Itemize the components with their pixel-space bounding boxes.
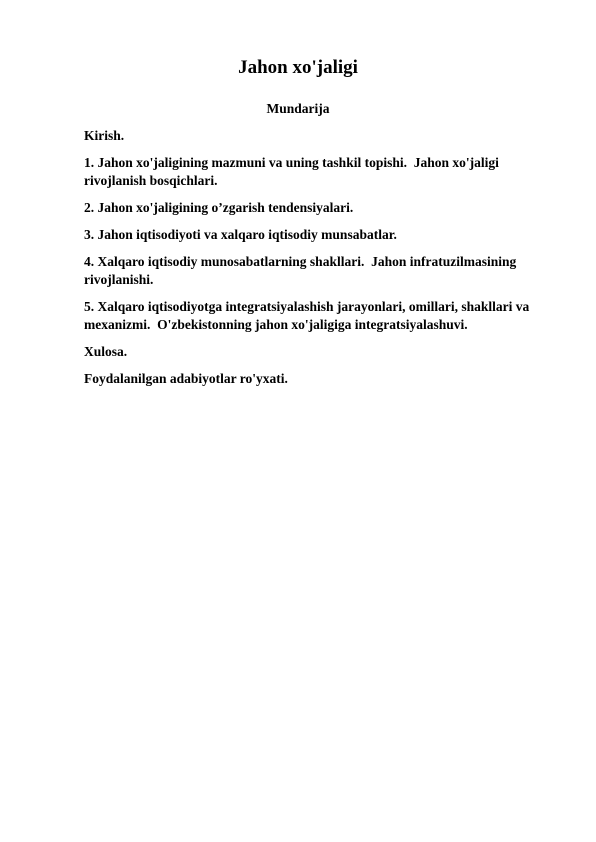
toc-item-3: 3. Jahon iqtisodiyoti va xalqaro iqtisodiy munsabatlar.	[84, 227, 397, 242]
toc-item-2: 2. Jahon xo'jaligining o’zgarish tendensiyalari.	[84, 200, 354, 215]
toc-item-conclusion: Xulosa.	[84, 344, 128, 359]
toc-item-references: Foydalanilgan adabiyotlar ro'yxati.	[84, 371, 288, 386]
toc-item-4: 4. Xalqaro iqtisodiy munosabatlarning shakllari. Jahon infratuzilmasining rivojlanishi.	[84, 254, 520, 287]
toc-item-1: 1. Jahon xo'jaligining mazmuni va uning tashkil topishi. Jahon xo'jaligi rivojlanish bosqichlari.	[84, 155, 503, 188]
table-of-contents	[84, 127, 554, 397]
toc-item-5: 5. Xalqaro iqtisodiyotga integratsiyalashish jarayonlari, omillari, shakllari va mexanizmi. O'zbekistonning jahon xo'jaligiga integratsiyalashuvi.	[84, 299, 533, 332]
page-title: Jahon xo'jaligi	[238, 57, 358, 78]
toc-item-introduction: Kirish.	[84, 128, 125, 143]
toc-heading: Mundarija	[266, 101, 330, 116]
